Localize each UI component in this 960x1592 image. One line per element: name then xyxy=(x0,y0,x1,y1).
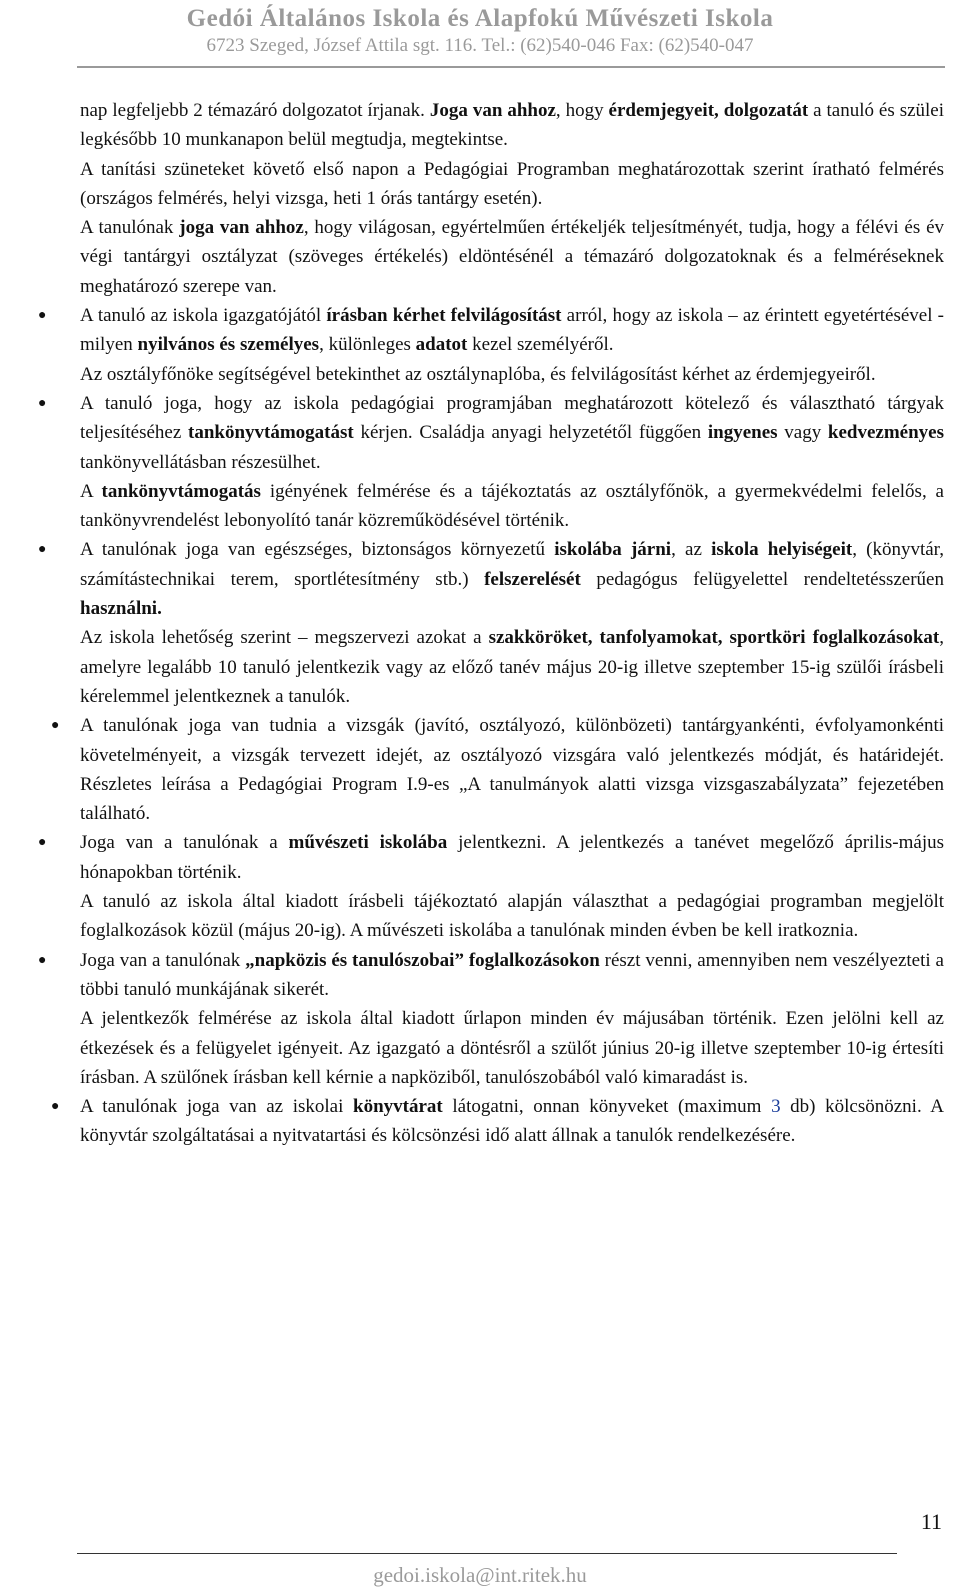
list-item xyxy=(51,711,944,828)
rights-list xyxy=(38,301,945,1151)
list-item xyxy=(38,828,944,945)
document-body xyxy=(38,96,945,1151)
bullet-icon: ● xyxy=(38,835,47,851)
bold-text: használni. xyxy=(80,598,162,620)
text: arról, hogy az iskola – az érintett egyetértésével - milyen xyxy=(80,305,944,356)
bold-text: tankönyvtámogatást xyxy=(188,422,354,444)
list-item xyxy=(38,301,944,389)
paragraph: A jelentkezők felmérése az iskola által kiadott űrlapon minden év májusában történik. Ezen jelölni kell az étkezések és a felügyelet igényeit. Az igazgató a döntésről a szülőt június 20-ig illetve szeptember 10-ig értesíti írásban. A szülőnek írásban kell kérnie a napköziből, tanulószobából való kimaradást is. xyxy=(80,1008,944,1088)
text: , (könyvtár, számítástechnikai terem, sportlétesítmény stb.) xyxy=(80,539,944,590)
text: A tanulónak xyxy=(80,217,180,239)
paragraph xyxy=(80,301,944,360)
bullet-icon: ● xyxy=(38,542,47,558)
footer-divider xyxy=(77,1553,897,1554)
school-address: 6723 Szeged, József Attila sgt. 116. Tel.: (62)540-046 Fax: (62)540-047 xyxy=(206,35,754,56)
bold-text: kedvezményes xyxy=(827,422,945,444)
bold-text: szakköröket, tanfolyamokat, sportköri foglalkozásokat xyxy=(488,627,940,649)
bold-text: adatot xyxy=(415,334,468,356)
bullet-icon: ● xyxy=(51,1099,60,1115)
list-item xyxy=(51,1092,944,1151)
text: Joga van a tanulónak xyxy=(80,949,246,971)
paragraph xyxy=(80,1092,944,1151)
bold-text: joga van ahhoz xyxy=(179,217,304,239)
text: , hogy xyxy=(555,100,609,121)
text: kérjen. Családja anyagi helyzetétől függően xyxy=(353,422,708,444)
page-header xyxy=(0,4,960,58)
paragraph xyxy=(80,623,944,711)
paragraph: Az osztályfőnöke segítségével betekinthet az osztálynaplóba, és felvilágosítást kérhet az érdemjegyeiről. xyxy=(80,363,876,385)
bold-text: iskolába járni xyxy=(554,539,672,561)
text: látogatni, onnan könyveket (maximum xyxy=(442,1096,772,1118)
text: részt venni, amennyiben nem veszélyezteti a többi tanuló munkájának sikerét. xyxy=(80,949,944,1000)
text: pedagógus felügyelettel rendeltetésszerűen xyxy=(580,568,944,590)
text: A tanulónak joga van az iskolai xyxy=(80,1096,354,1118)
bold-text: könyvtárat xyxy=(353,1096,443,1118)
bold-text: tankönyvtámogatás xyxy=(101,480,261,502)
text: A tanulónak joga van egészséges, biztonságos környezetű xyxy=(80,539,555,561)
list-item xyxy=(38,535,944,711)
paragraph xyxy=(80,535,944,623)
school-name: Gedói Általános Iskola és Alapfokú Művészeti Iskola xyxy=(186,5,774,32)
text: A tanuló joga, hogy az iskola pedagógiai programjában meghatározott kötelező és választható tárgyak teljesítéséhez xyxy=(80,392,944,444)
text: tankönyvellátásban részesülhet. xyxy=(80,451,321,473)
list-item xyxy=(38,389,945,535)
text: igényének felmérése és a tájékoztatás az osztályfőnök, a gyermekvédelmi felelős, a tankönyvrendelést lebonyolító tanár közreműködésével történik. xyxy=(80,480,944,532)
bold-text: írásban kérhet felvilágosítást xyxy=(326,305,562,327)
paragraph xyxy=(80,946,944,1005)
bullet-icon: ● xyxy=(38,395,47,411)
text: Joga van a tanulónak a xyxy=(80,832,289,854)
bold-text: érdemjegyeit, dolgozatát xyxy=(608,100,809,121)
text: A tanuló az iskola igazgatójától xyxy=(80,305,327,327)
paragraph: A tanuló az iskola által kiadott írásbeli tájékoztató alapján választhat a pedagógiai programban megjelölt foglalkozások közül (május 20-ig). A művészeti iskolába a tanulónak minden évben be kell iratkoznia. xyxy=(80,891,944,942)
text: A xyxy=(80,480,102,502)
list-item xyxy=(38,946,944,1092)
text: jelentkezni. A jelentkezés a tanévet megelőző április-május hónapokban történik. xyxy=(80,832,944,883)
paragraph xyxy=(80,213,944,301)
text: , különleges xyxy=(319,334,416,356)
bold-text: nyilvános és személyes xyxy=(137,334,320,356)
text: kezel személyéről. xyxy=(467,334,614,356)
header-divider xyxy=(77,66,945,68)
text: vagy xyxy=(777,422,828,444)
text: nap legfeljebb 2 témazáró dolgozatot írjanak. xyxy=(80,100,430,121)
bold-text: művészeti iskolába xyxy=(288,832,448,854)
paragraph xyxy=(80,389,944,477)
paragraph: A tanulónak joga van tudnia a vizsgák (javító, osztályozó, különbözeti) tantárgyankénti, évfolyamonkénti követelményeit, a vizsgák tervezett idejét, az osztályozó vizsgára való jelentkezés módját, és határidejét. Részletes leírása a Pedagógiai Program I.9-es „A tanulmányok alatti vizsga vizsgaszabályzata” fejezetében található. xyxy=(80,715,944,825)
text: a tanuló és szülei legkésőbb 10 munkanapon belül megtudja, megtekintse. xyxy=(80,100,945,151)
text: , az xyxy=(671,539,712,561)
text: db) kölcsönözni. A könyvtár szolgáltatásai a nyitvatartási és kölcsönzési idő alatt állnak a tanulók rendelkezésére. xyxy=(80,1096,944,1147)
text: , hogy világosan, egyértelműen értékeljék teljesítményét, tudja, hogy a félévi és év végi tantárgyi osztályzat (szöveges értékelés) eldöntésénél a témazáró dolgozatoknak és a felméréseknek meghatározó szerepe van. xyxy=(80,217,945,297)
paragraph: A tanítási szüneteket követő első napon a Pedagógiai Programban meghatározottak szerint íratható felmérés (országos felmérés, helyi vizsga, heti 1 órás tantárgy esetén). xyxy=(80,158,944,209)
paragraph xyxy=(80,477,944,536)
text: , amelyre legalább 10 tanuló jelentkezik vagy az előző tanév május 20-ig illetve szeptember 15-ig szülői írásbeli kérelemmel jelentkeznek a tanulók. xyxy=(80,627,944,707)
bold-text: „napközis és tanulószobai” foglalkozásokon xyxy=(245,949,600,971)
bold-text: Joga van ahhoz xyxy=(429,100,556,121)
bold-text: iskola helyiségeit xyxy=(711,539,853,561)
bold-text: ingyenes xyxy=(707,422,778,444)
bullet-icon: ● xyxy=(38,952,47,968)
paragraph xyxy=(80,828,944,887)
text: Az iskola lehetőség szerint – megszervezi azokat a xyxy=(80,627,489,649)
highlighted-number: 3 xyxy=(771,1096,781,1118)
bullet-icon: ● xyxy=(51,718,60,734)
bullet-icon: ● xyxy=(38,308,47,324)
paragraph xyxy=(80,96,944,155)
bold-text: felszerelését xyxy=(484,568,581,590)
page-number: 11 xyxy=(920,1509,942,1534)
footer-email: gedoi.iskola@int.ritek.hu xyxy=(373,1563,587,1587)
